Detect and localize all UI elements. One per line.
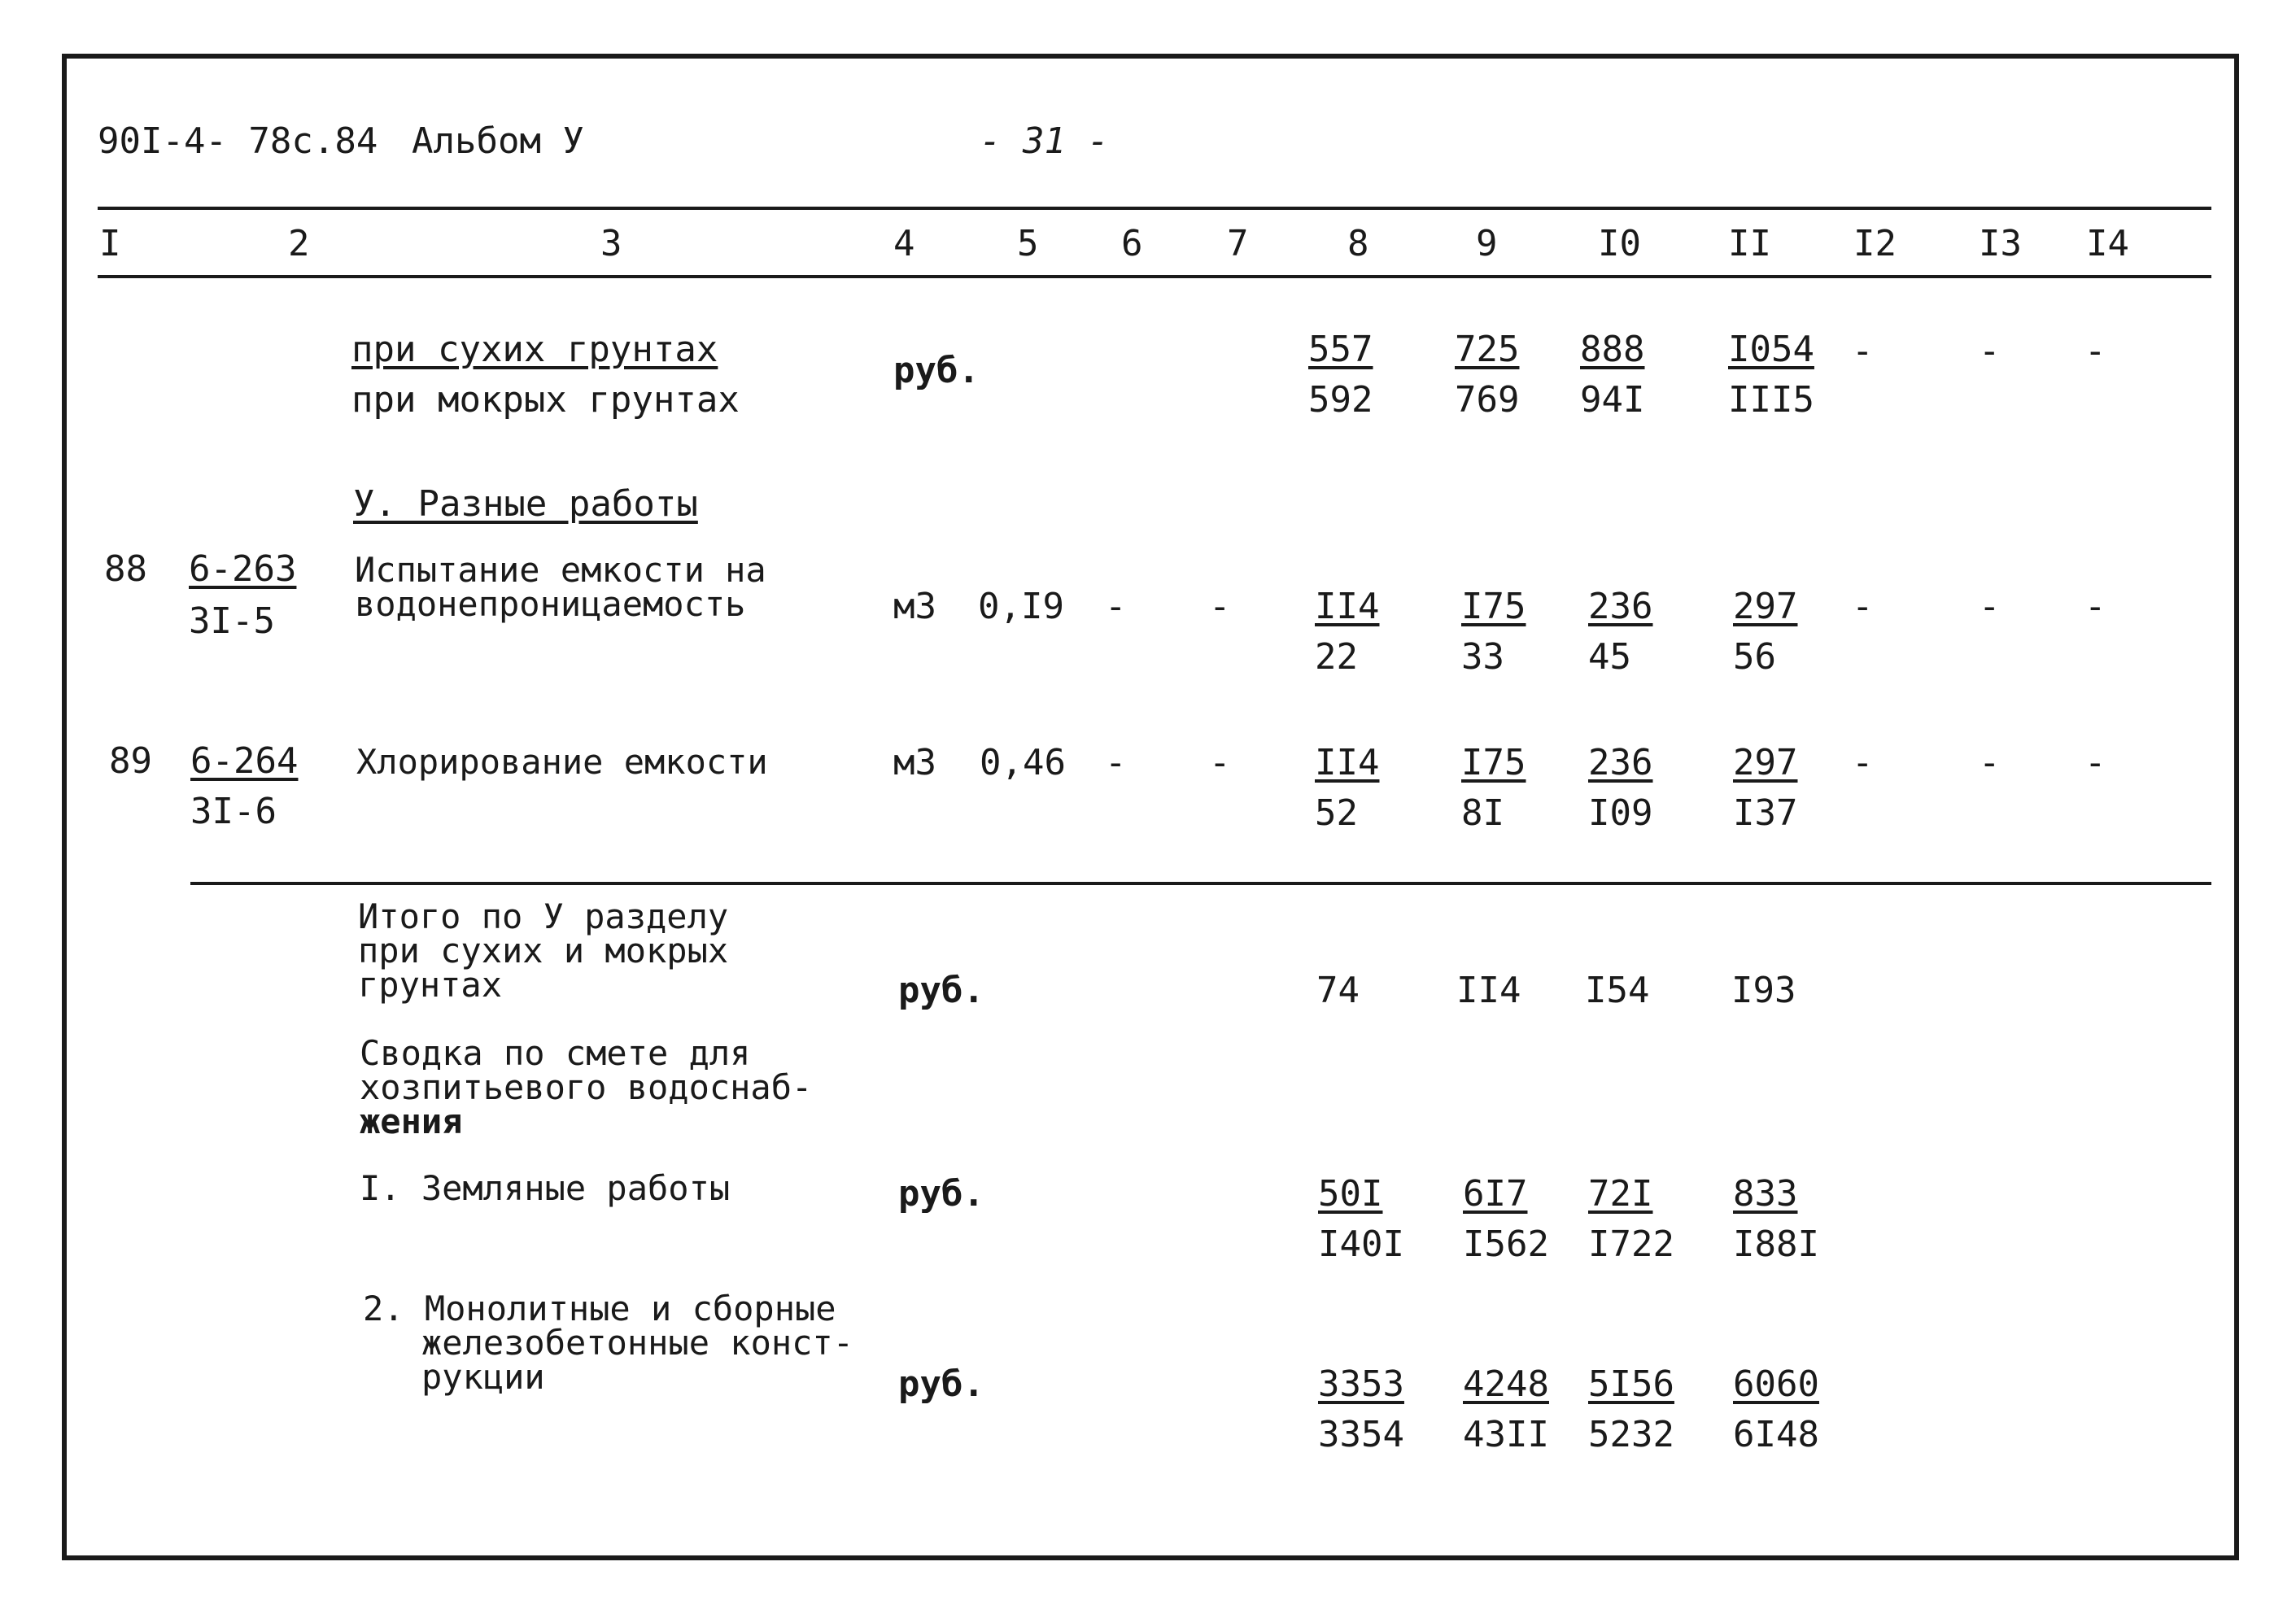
summary-item-2-description-line2: железобетонные конст- xyxy=(421,1323,854,1363)
row89-quantity: 0,46 xyxy=(980,742,1066,783)
row88-c8-bottom: 22 xyxy=(1315,636,1358,678)
summary-item-1-c10-bottom: I722 xyxy=(1588,1224,1674,1265)
row-ground-c8-bottom: 592 xyxy=(1308,379,1373,421)
total5-description-line1: Итого по У разделу xyxy=(358,896,729,936)
summary-item-2-c8-bottom: 3354 xyxy=(1318,1414,1404,1455)
row-ground-c9-top: 725 xyxy=(1455,329,1520,370)
col-header-4: 4 xyxy=(893,223,915,264)
total5-description-line3: грунтах xyxy=(358,965,503,1005)
row89-description: Хлорирование емкости xyxy=(356,742,768,782)
row-ground-c11-bottom: III5 xyxy=(1728,379,1814,421)
row88-c11-top: 297 xyxy=(1733,586,1798,627)
summary-item-2-c10-top: 5I56 xyxy=(1588,1363,1674,1405)
header-bottom-rule xyxy=(98,275,2211,278)
section-5-title: У. Разные работы xyxy=(353,483,698,525)
summary-item-2-c11-bottom: 6I48 xyxy=(1733,1414,1819,1455)
row89-c6: - xyxy=(1105,742,1127,783)
col-header-2: 2 xyxy=(288,223,310,264)
row88-number: 88 xyxy=(104,548,147,590)
row88-description-line2: водонепроницаемость xyxy=(355,584,746,624)
row89-code-bottom: 3I-6 xyxy=(190,791,277,832)
row88-unit: м3 xyxy=(893,586,936,627)
row-ground-c8-top: 557 xyxy=(1308,329,1373,370)
summary-item-1-unit: руб. xyxy=(898,1173,984,1215)
row-ground-c12: - xyxy=(1852,330,1874,372)
row88-description-line1: Испытание емкости на xyxy=(355,550,766,590)
row88-code-top: 6-263 xyxy=(189,548,297,590)
summary-item-2-description-line3: рукции xyxy=(421,1357,545,1397)
col-header-12: I2 xyxy=(1853,223,1897,264)
summary-item-1-c9-bottom: I562 xyxy=(1463,1224,1549,1265)
summary-item-1-c8-top: 50I xyxy=(1318,1173,1383,1215)
row89-number: 89 xyxy=(109,740,152,782)
row-ground-wet-label: при мокрых грунтах xyxy=(351,379,740,421)
row89-c10-top: 236 xyxy=(1588,742,1653,783)
col-header-13: I3 xyxy=(1979,223,2022,264)
summary-item-1-c10-top: 72I xyxy=(1588,1173,1653,1215)
row89-code-top: 6-264 xyxy=(190,740,299,782)
total5-description-line2: при сухих и мокрых xyxy=(358,931,729,971)
summary-item-1-c8-bottom: I40I xyxy=(1318,1224,1404,1265)
row88-code-bottom: 3I-5 xyxy=(189,600,275,642)
row-ground-c14: - xyxy=(2084,330,2106,372)
summary-title-line2: хозпитьевого водоснаб- xyxy=(360,1067,813,1107)
total5-description xyxy=(358,896,729,1005)
col-header-6: 6 xyxy=(1121,223,1143,264)
row89-c12: - xyxy=(1852,742,1874,783)
summary-item-1-c11-top: 833 xyxy=(1733,1173,1798,1215)
col-header-11: II xyxy=(1728,223,1771,264)
summary-item-2-c9-bottom: 43II xyxy=(1463,1414,1549,1455)
row89-c8-bottom: 52 xyxy=(1315,792,1358,834)
summary-title-line1: Сводка по смете для xyxy=(360,1033,751,1073)
row88-c11-bottom: 56 xyxy=(1733,636,1776,678)
row88-c10-top: 236 xyxy=(1588,586,1653,627)
row89-c10-bottom: I09 xyxy=(1588,792,1653,834)
row-ground-c10-bottom: 94I xyxy=(1580,379,1645,421)
summary-item-1-c11-bottom: I88I xyxy=(1733,1224,1819,1265)
row88-quantity: 0,I9 xyxy=(978,586,1064,627)
row89-c8-top: II4 xyxy=(1315,742,1380,783)
row89-unit: м3 xyxy=(893,742,936,783)
col-header-10: I0 xyxy=(1598,223,1641,264)
total5-unit: руб. xyxy=(898,970,984,1011)
summary-title xyxy=(360,1033,813,1141)
col-header-9: 9 xyxy=(1476,223,1498,264)
row88-c12: - xyxy=(1852,586,1874,627)
row88-c10-bottom: 45 xyxy=(1588,636,1631,678)
row-ground-c13: - xyxy=(1979,330,2001,372)
summary-item-2-description xyxy=(363,1289,854,1397)
summary-item-2-description-line1: 2. Монолитные и сборные xyxy=(363,1289,836,1328)
total5-c11: I93 xyxy=(1731,970,1796,1011)
row89-c9-top: I75 xyxy=(1461,742,1526,783)
row88-c8-top: II4 xyxy=(1315,586,1380,627)
row88-c7: - xyxy=(1209,586,1231,627)
summary-item-2-unit: руб. xyxy=(898,1363,984,1405)
col-header-7: 7 xyxy=(1227,223,1249,264)
row88-c14: - xyxy=(2084,586,2106,627)
row-ground-c9-bottom: 769 xyxy=(1455,379,1520,421)
row88-c13: - xyxy=(1979,586,2001,627)
row88-description xyxy=(355,550,766,624)
summary-item-2-c11-top: 6060 xyxy=(1733,1363,1819,1405)
total5-c10: I54 xyxy=(1585,970,1650,1011)
total5-c9: II4 xyxy=(1456,970,1521,1011)
col-header-3: 3 xyxy=(600,223,622,264)
row88-c9-top: I75 xyxy=(1461,586,1526,627)
col-header-14: I4 xyxy=(2086,223,2129,264)
summary-item-1-description: I. Земляные работы xyxy=(360,1168,731,1208)
row89-c7: - xyxy=(1209,742,1231,783)
col-header-8: 8 xyxy=(1347,223,1369,264)
summary-item-2-c9-top: 4248 xyxy=(1463,1363,1549,1405)
row88-c6: - xyxy=(1105,586,1127,627)
row89-c11-top: 297 xyxy=(1733,742,1798,783)
summary-title-line3: жения xyxy=(360,1101,463,1141)
row89-c9-bottom: 8I xyxy=(1461,792,1504,834)
totals-separator-rule xyxy=(190,882,2211,885)
col-header-1: I xyxy=(99,223,121,264)
page-number: - 31 - xyxy=(980,120,1109,162)
summary-item-2-c10-bottom: 5232 xyxy=(1588,1414,1674,1455)
document-code: 90I-4- 78c.84 xyxy=(98,120,378,162)
row89-c14: - xyxy=(2084,742,2106,783)
col-header-5: 5 xyxy=(1017,223,1039,264)
row-ground-c10-top: 888 xyxy=(1580,329,1645,370)
header-top-rule xyxy=(98,207,2211,210)
row-ground-c11-top: I054 xyxy=(1728,329,1814,370)
summary-item-1-c9-top: 6I7 xyxy=(1463,1173,1528,1215)
summary-item-2-c8-top: 3353 xyxy=(1318,1363,1404,1405)
row88-c9-bottom: 33 xyxy=(1461,636,1504,678)
row-ground-dry-label: при сухих грунтах xyxy=(351,329,718,370)
total5-c8: 74 xyxy=(1316,970,1360,1011)
album-label: Альбом У xyxy=(412,120,584,162)
row89-c13: - xyxy=(1979,742,2001,783)
row-ground-unit: руб. xyxy=(893,350,980,391)
row89-c11-bottom: I37 xyxy=(1733,792,1798,834)
